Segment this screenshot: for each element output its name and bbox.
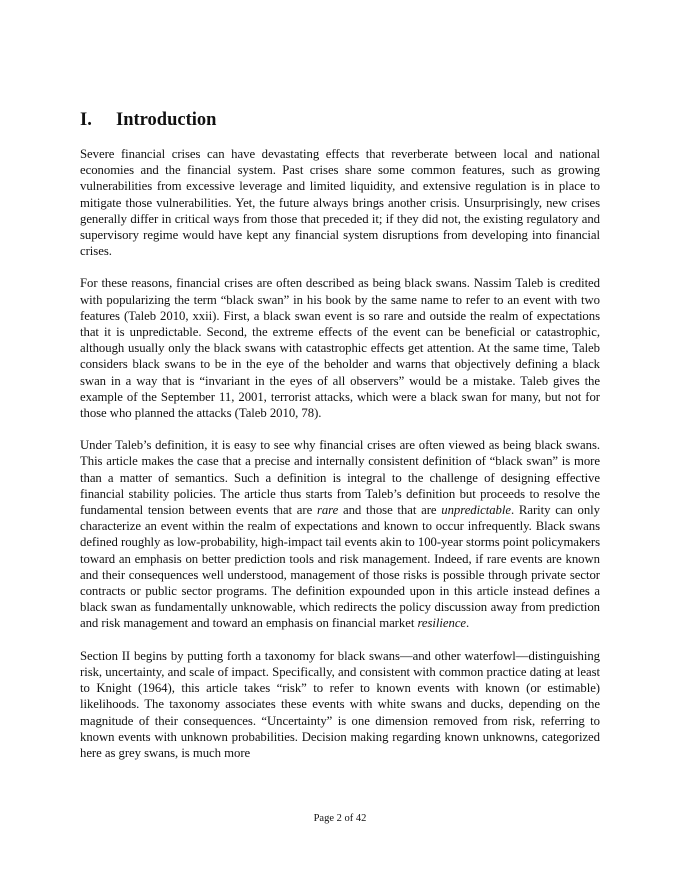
page-number: Page 2 of 42 — [313, 813, 367, 824]
section-number: I. — [80, 110, 92, 130]
paragraph-3-text-c: . Rarity can only characterize an event within the realm of expectations and known to occur infrequently. Black swans defined roughly as low-probability, high-impact tail events akin to 100-year storms point policymakers toward an emphasis on better prediction tools and risk management. Indeed, if rare events are known and their consequences well understood, management of those risks is possible through private sector contracts or public sector programs. The definition expounded upon in this article instead defines a black swan as fundamentally unknowable, which redirects the policy discussion away from prediction and risk management and toward an emphasis on financial market — [80, 503, 600, 631]
paragraph-4: Section II begins by putting forth a taxonomy for black swans—and other waterfowl—distinguishing risk, uncertainty, and scale of impact. Specifically, and consistent with common practice dating at least to Knight (1964), this article takes “risk” to refer to known events with known (or estimable) likelihoods. The taxonomy associates these events with white swans and ducks, depending on the magnitude of their consequences. “Uncertainty” is one dimension removed from risk, referring to known events with unknown probabilities. Decision making regarding known unknowns, categorized here as grey swans, is much more — [80, 648, 600, 760]
paragraph-3 — [80, 437, 600, 631]
section-title: Introduction — [116, 110, 217, 130]
section-heading — [80, 110, 216, 131]
paragraph-3-text-a: Under Taleb’s definition, it is easy to see why financial crises are often viewed as being black swans. This article makes the case that a precise and internally consistent definition of “black swan” is more than a matter of semantics. Such a definition is integral to the challenge of designing effective financial stability policies. The article thus starts from Taleb’s definition but proceeds to resolve the fundamental tension between events that are — [80, 438, 600, 518]
paragraph-1: Severe financial crises can have devastating effects that reverberate between local and national economies and the financial system. Past crises share some common features, such as growing vulnerabilities from excessive leverage and limited liquidity, and extensive regulation is in place to mitigate those vulnerabilities. Yet, the future always brings another crisis. Unsurprisingly, new crises generally differ in critical ways from those that preceded it; if they did not, the existing regulatory and supervisory regime would have kept any financial system disruptions from developing into financial crises. — [80, 147, 600, 259]
emphasis-unpredictable: unpredictable — [441, 503, 511, 518]
emphasis-rare: rare — [316, 503, 339, 518]
body-text — [80, 146, 600, 761]
paragraph-3-text-b: and those that are — [338, 503, 442, 518]
paragraph-3-text-d: . — [466, 616, 470, 631]
emphasis-resilience: resilience — [417, 616, 467, 631]
paragraph-2: For these reasons, financial crises are often described as being black swans. Nassim Taleb is credited with popularizing the term “black swan” in his book by the same name to refer to an event with two features (Taleb 2010, xxii). First, a black swan event is so rare and outside the realm of expectations that it is unpredictable. Second, the extreme effects of the event can be beneficial or catastrophic, although usually only the black swans with catastrophic effects get attention. At the same time, Taleb considers black swans to be in the eye of the beholder and warns that objectively defining a black swan in a way that is “invariant in the eyes of all observers” would be a mistake. Taleb gives the example of the September 11, 2001, terrorist attacks, which were a black swan for many, but not for those who planned the attacks (Taleb 2010, 78). — [80, 276, 600, 421]
